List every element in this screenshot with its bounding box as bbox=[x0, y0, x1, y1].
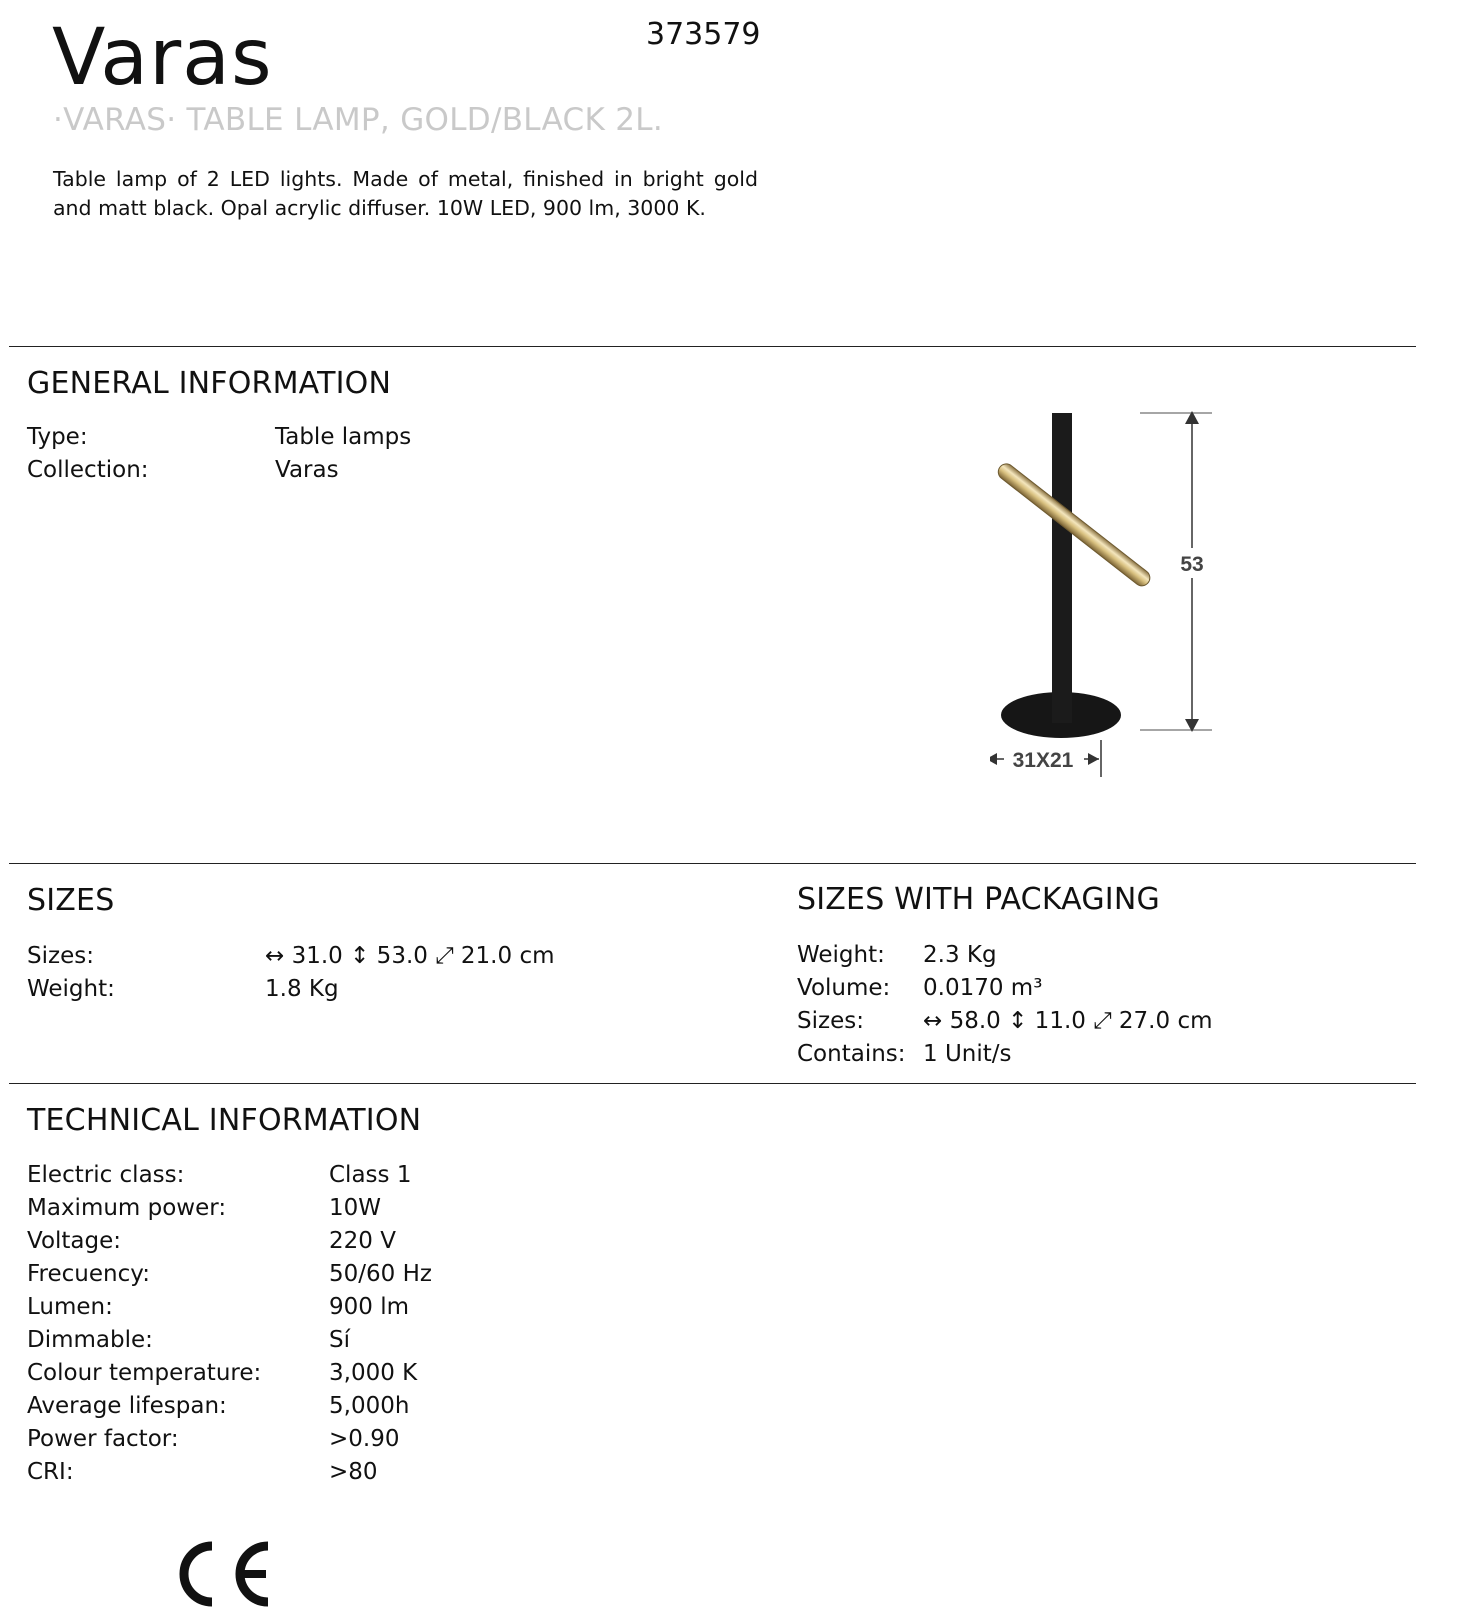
spec-value: 5,000h bbox=[329, 1393, 410, 1419]
divider bbox=[9, 346, 1416, 347]
lamp-dimension-drawing bbox=[990, 405, 1250, 805]
spec-label: Electric class: bbox=[27, 1162, 185, 1188]
lamp-pole bbox=[1052, 413, 1072, 723]
product-description: Table lamp of 2 LED lights. Made of metal, finished in bright gold and matt black. Opal acrylic diffuser. 10W LED, 900 lm, 3000 K. bbox=[53, 167, 758, 220]
product-title: Varas bbox=[52, 13, 273, 103]
spec-value: ↔ 58.0 ↕ 11.0 ⤢ 27.0 cm bbox=[923, 1008, 1213, 1034]
spec-label: CRI: bbox=[27, 1459, 74, 1485]
spec-label: Type: bbox=[27, 424, 88, 450]
spec-value: 3,000 K bbox=[329, 1360, 418, 1386]
spec-label: Volume: bbox=[797, 975, 891, 1001]
spec-value: 220 V bbox=[329, 1228, 396, 1254]
spec-value: >0.90 bbox=[329, 1426, 400, 1452]
technical-information-heading: TECHNICAL INFORMATION bbox=[27, 1103, 422, 1138]
spec-label: Sizes: bbox=[797, 1008, 864, 1034]
arrow-right-icon bbox=[1088, 753, 1099, 765]
lamp-gold-arm bbox=[995, 461, 1153, 589]
spec-label: Contains: bbox=[797, 1041, 906, 1067]
spec-label: Dimmable: bbox=[27, 1327, 153, 1353]
spec-value: Varas bbox=[275, 457, 339, 483]
arrow-left-icon bbox=[990, 753, 997, 765]
width-label: 31X21 bbox=[1012, 749, 1074, 772]
spec-label: Colour temperature: bbox=[27, 1360, 262, 1386]
general-information-heading: GENERAL INFORMATION bbox=[27, 366, 392, 401]
spec-label: Voltage: bbox=[27, 1228, 122, 1254]
spec-value: 0.0170 m³ bbox=[923, 975, 1043, 1001]
spec-value: Sí bbox=[329, 1327, 350, 1353]
spec-label: Maximum power: bbox=[27, 1195, 227, 1221]
packaging-heading: SIZES WITH PACKAGING bbox=[797, 882, 1160, 917]
spec-label: Frecuency: bbox=[27, 1261, 150, 1287]
spec-value: 2.3 Kg bbox=[923, 942, 997, 968]
divider bbox=[9, 863, 1416, 864]
spec-value: Class 1 bbox=[329, 1162, 412, 1188]
ce-mark-icon bbox=[178, 1538, 273, 1610]
product-reference: 373579 bbox=[646, 17, 761, 52]
spec-label: Weight: bbox=[797, 942, 885, 968]
height-label: 53 bbox=[1180, 553, 1204, 576]
spec-label: Average lifespan: bbox=[27, 1393, 227, 1419]
spec-label: Power factor: bbox=[27, 1426, 179, 1452]
spec-value: ↔ 31.0 ↕ 53.0 ⤢ 21.0 cm bbox=[265, 943, 555, 969]
divider bbox=[9, 1083, 1416, 1084]
spec-value: Table lamps bbox=[275, 424, 412, 450]
spec-label: Sizes: bbox=[27, 943, 94, 969]
product-subtitle: ·VARAS· TABLE LAMP, GOLD/BLACK 2L. bbox=[53, 102, 664, 138]
spec-value: 50/60 Hz bbox=[329, 1261, 432, 1287]
spec-value: 1.8 Kg bbox=[265, 976, 339, 1002]
spec-label: Weight: bbox=[27, 976, 115, 1002]
spec-value: 900 lm bbox=[329, 1294, 410, 1320]
spec-value: >80 bbox=[329, 1459, 378, 1485]
sizes-heading: SIZES bbox=[27, 883, 115, 918]
spec-value: 1 Unit/s bbox=[923, 1041, 1012, 1067]
spec-value: 10W bbox=[329, 1195, 382, 1221]
spec-label: Lumen: bbox=[27, 1294, 113, 1320]
spec-label: Collection: bbox=[27, 457, 149, 483]
